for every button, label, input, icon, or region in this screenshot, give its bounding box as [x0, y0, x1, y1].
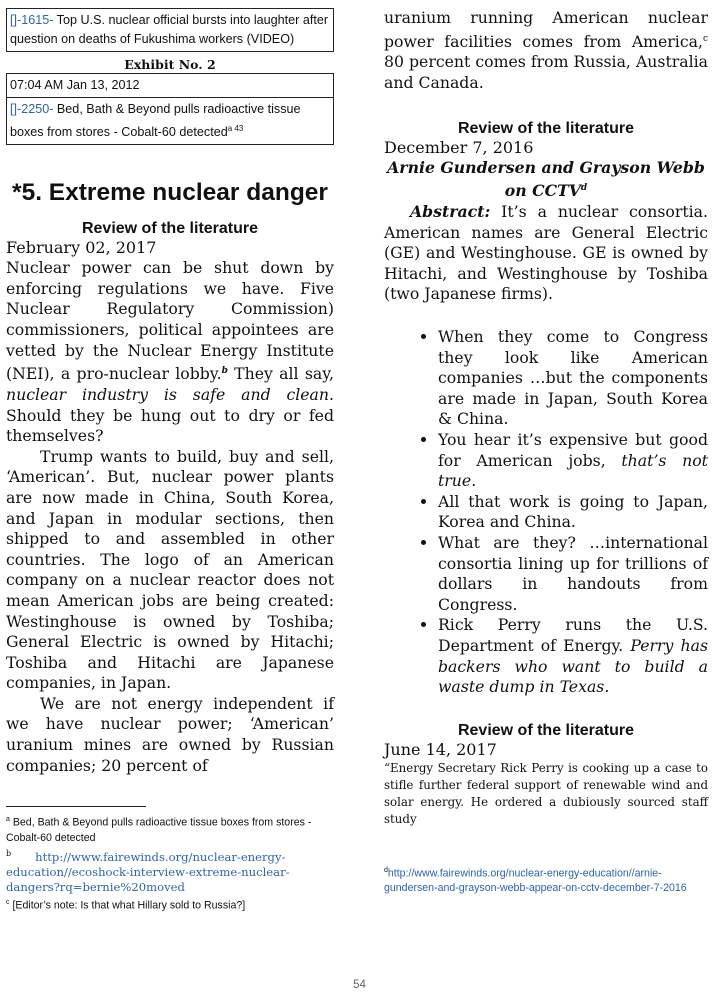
abstract-text: It’s a nuclear consortia. American names are General Electric (GE) and Westinghouse. GE is owned by Hitachi, and Westinghouse by Toshiba (two Japanese firms). [384, 202, 708, 304]
bullet-emphasis: Perry has backers who want to build a waste dump in Texas. [438, 635, 708, 697]
review-date-2: June 14, 2017 [384, 739, 497, 759]
footnote-d-link[interactable]: http://www.fairewinds.org/nuclear-energy-education//arnie-gundersen-and-grayson-webb-appear-on-cctv-december-7-2016 [384, 867, 687, 895]
exhibit-item-link[interactable]: []-2250- [10, 102, 54, 116]
bullet-text: When they come to Congress they look like American companies …but the components are made in Japan, South Korea & China. [438, 327, 708, 429]
interview-title [384, 158, 708, 202]
abstract [384, 202, 708, 305]
news-item-box [6, 8, 334, 52]
exhibit-entry [6, 73, 334, 145]
footnote-a-mark: a [6, 816, 10, 824]
news-item-link[interactable]: []-1615- [10, 13, 54, 27]
section-title: *5. Extreme nuclear danger [12, 179, 328, 207]
footnote-a [6, 812, 334, 846]
bullet-text: Rick Perry runs the U.S. Department of Energy. [438, 615, 708, 655]
exhibit-label: Exhibit No. 2 [124, 57, 216, 72]
footnote-ref-b[interactable]: b [221, 366, 228, 377]
list-item [438, 615, 708, 697]
bullet-text: You hear it’s expensive but good for American jobs, [438, 429, 708, 470]
list-item [438, 492, 708, 533]
bullet-list [384, 327, 708, 698]
review-heading-2: Review of the literature [457, 721, 635, 739]
review-date-1: December 7, 2016 [384, 137, 534, 157]
footnote-a-text: Bed, Bath & Beyond pulls radioactive tissue boxes from stores - Cobalt-60 detected [6, 816, 312, 844]
footnote-ref-c[interactable]: c [702, 33, 708, 44]
footnote-c-text: [Editor’s note: Is that what Hillary sold to Russia?] [9, 899, 246, 912]
exhibit-item-box [6, 98, 334, 145]
paragraph-3: We are not energy independent if we have nuclear power; ‘American’ uranium mines are owned by Russian companies; 20 percent of [6, 693, 334, 775]
exhibit-item-footnote-ref[interactable]: a 43 [227, 124, 244, 133]
footnote-d-mark: d [384, 866, 388, 874]
paragraph-1-part-c: Should they be hung out to dry or fed themselves? [6, 405, 334, 446]
footnote-b-link[interactable]: http://www.fairewinds.org/nuclear-energy-education//ecoshock-interview-extreme-nuclear-dangers?rq=bernie%20moved [6, 849, 290, 894]
list-item [438, 533, 708, 615]
left-column [6, 8, 334, 913]
footnote-ref-d[interactable]: d [580, 183, 588, 194]
exhibit-box-stack [6, 8, 334, 52]
footnote-b-mark: b [6, 848, 12, 858]
exhibit-item-text: Bed, Bath & Beyond pulls radioactive tissue boxes from stores - Cobalt-60 detected [10, 102, 301, 140]
paragraph-2: Trump wants to build, buy and sell, ‘American’. But, nuclear power plants are now made in China, South Korea, and Japan in modular sections, then shipped to and assembled in other countries. The logo of an American company on a nuclear reactor does not mean American jobs are being created: Westinghouse is owned by Toshiba; General Electric is owned by Hitachi; Toshiba and Hitachi are Japanese companies, in Japan. [6, 446, 334, 693]
paragraph-1-part-a: Nuclear power can be shut down by enforcing regulations we have. Five Nuclear Regulatory Commission) commissioners, political appointees are vetted by the Nuclear Energy Institute (NEI), a pro-nuclear lobby. [6, 258, 334, 384]
paragraph-1 [6, 258, 334, 447]
footnote-d [384, 863, 708, 897]
news-item-text: Top U.S. nuclear official bursts into laughter after question on deaths of Fukushima workers (VIDEO) [10, 13, 329, 46]
review-heading-1: Review of the literature [457, 119, 635, 137]
list-item [438, 430, 708, 492]
right-column [384, 8, 708, 896]
continued-text-part-b: 80 percent comes from Russia, Australia and Canada. [384, 52, 708, 93]
abstract-label: Abstract: [410, 202, 491, 222]
footnote-divider [6, 806, 146, 807]
footnote-b [6, 846, 334, 895]
bullet-emphasis: that’s not true. [438, 450, 708, 491]
paragraph-1-part-b: They all say, [227, 364, 334, 384]
left-body-text [6, 258, 334, 776]
bullet-text: All that work is going to Japan, Korea and China. [438, 491, 708, 532]
page-number: 54 [353, 979, 366, 991]
review-date: February 02, 2017 [6, 238, 157, 258]
quote-text: “Energy Secretary Rick Perry is cooking up a case to stifle further federal support of renewable wind and solar energy. He ordered a dubiously sourced staff study [384, 760, 708, 827]
footnote-c [6, 895, 334, 914]
interview-title-text: Arnie Gundersen and Grayson Webb on CCTV [387, 157, 705, 201]
continued-text [384, 8, 708, 94]
exhibit-timestamp: 07:04 AM Jan 13, 2012 [6, 73, 334, 98]
paragraph-1-emphasis: nuclear industry is safe and clean. [6, 384, 334, 404]
review-heading: Review of the literature [81, 220, 259, 238]
list-item [438, 327, 708, 430]
left-footnotes [6, 812, 334, 913]
footnote-c-mark: c [6, 898, 10, 906]
bullet-text: What are they? …international consortia lining up for trillions of dollars in handouts from Congress. [438, 532, 708, 614]
continued-text-part-a: uranium running American nuclear power facilities comes from America, [384, 8, 708, 51]
